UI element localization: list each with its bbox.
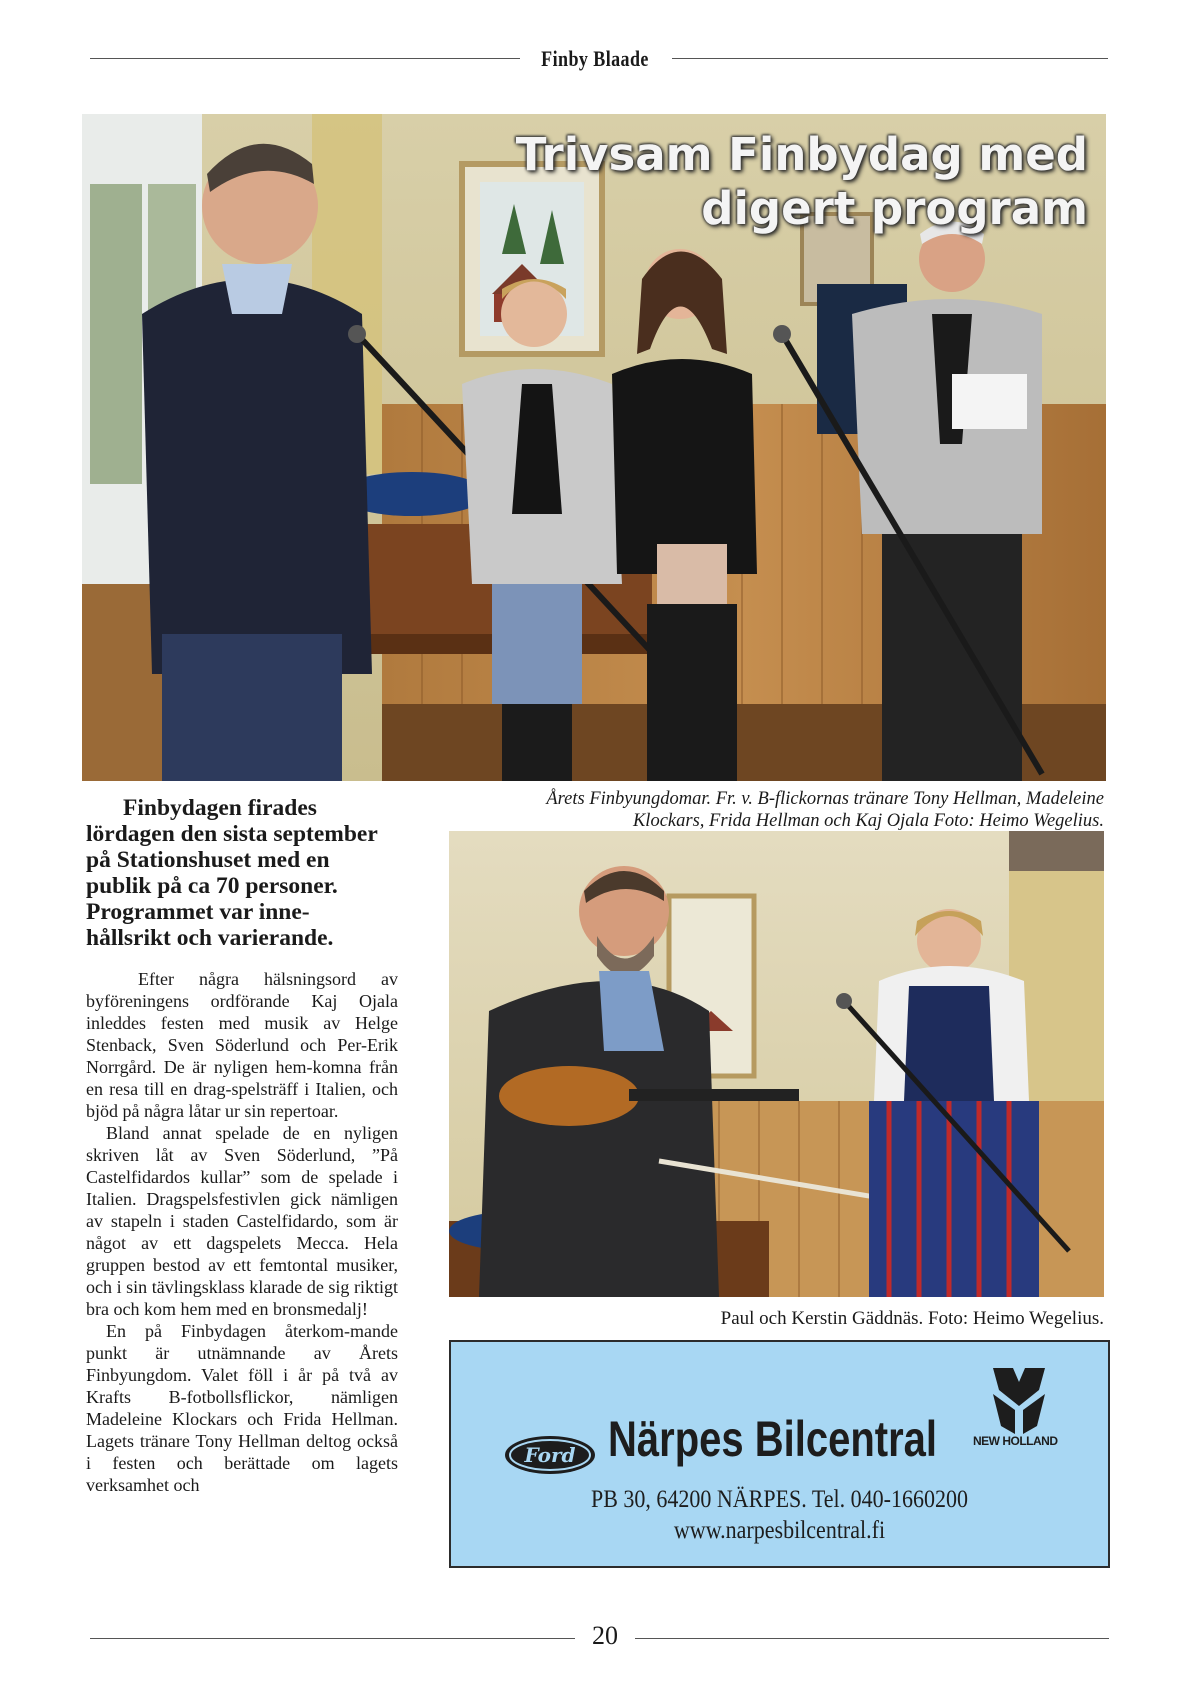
ad-company-name: Närpes Bilcentral xyxy=(608,1411,938,1467)
ad-brand-new-holland: NEW HOLLAND xyxy=(973,1434,1058,1448)
ford-oval-logo-icon xyxy=(503,1434,597,1476)
lead-line-4: publik på ca 70 personer. xyxy=(86,873,338,899)
headline-line-1: Trivsam Finbydag med xyxy=(515,128,1088,181)
article-body xyxy=(86,968,398,1496)
advertisement-narpes-bilcentral[interactable] xyxy=(449,1340,1110,1568)
headline-line-2: digert program xyxy=(701,182,1088,235)
ford-logo-text: Ford xyxy=(524,1443,576,1467)
main-photo-caption xyxy=(470,788,1104,832)
footer-rule-right xyxy=(635,1638,1109,1639)
ad-website-link[interactable]: www.narpesbilcentral.fi xyxy=(673,1517,886,1544)
article-lead xyxy=(86,795,406,951)
body-paragraph-3: En på Finbydagen återkom-mande punkt är utnämnande av Årets Finbyungdom. Valet föll i år på två av Krafts B-fotbollsflickor, nämligen Madeleine Klockars och Frida Hellman. Lagets tränare Tony Hellman deltog också i festen och berättade om lagets verksamhet och xyxy=(86,1321,398,1495)
caption-line-1: Årets Finbyungdomar. Fr. v. B-flickornas tränare Tony Hellman, Madeleine xyxy=(546,789,1104,809)
lead-line-2: lördagen den sista september xyxy=(86,821,378,847)
lead-line-3: på Stationshuset med en xyxy=(86,847,330,873)
second-photo xyxy=(449,831,1104,1297)
lead-line-1: Finbydagen firades xyxy=(123,795,317,821)
footer-rule-left xyxy=(90,1638,575,1639)
article-headline xyxy=(516,128,1088,236)
body-paragraph-1: Efter några hälsningsord av byföreningens ordförande Kaj Ojala inleddes festen med musik av Helge Stenback, Sven Söderlund och Per-Erik Norrgård. De är nyligen hem-komna från en resa till en drag-spelsträff i Italien, och bjöd på några låtar ur sin repertoar. xyxy=(86,969,398,1121)
ad-contact-info xyxy=(490,1484,1068,1546)
main-photo xyxy=(82,114,1106,781)
header-rule-left xyxy=(90,58,520,59)
lead-line-5: Programmet var inne- xyxy=(86,899,310,925)
masthead-title: Finby Blaade xyxy=(541,46,649,71)
header-rule-right xyxy=(672,58,1108,59)
body-paragraph-2: Bland annat spelade de en nyligen skriven låt av Sven Söderlund, ”På Castelfidardos kullar” som de spelade i Italien. Dragspelsfestivlen gick nämligen av stapeln i staden Castelfidardo, som är något av ett dagspelets Mecca. Hela gruppen bestod av ett femtontal musiker, och i sin tävlingsklass klarade de sig riktigt bra och kom hem med en bronsmedalj! xyxy=(86,1123,398,1319)
lead-line-6: hållsrikt och varierande. xyxy=(86,925,334,951)
caption-line-2: Klockars, Frida Hellman och Kaj Ojala Foto: Heimo Wegelius. xyxy=(632,811,1104,831)
ad-address: PB 30, 64200 NÄRPES. Tel. 040-1660200 xyxy=(591,1486,968,1513)
new-holland-leaf-logo-icon xyxy=(979,1360,1059,1440)
second-photo-caption: Paul och Kerstin Gäddnäs. Foto: Heimo Wegelius. xyxy=(720,1308,1104,1329)
page-number: 20 xyxy=(592,1621,618,1650)
second-photo-illustration xyxy=(449,831,1104,1297)
